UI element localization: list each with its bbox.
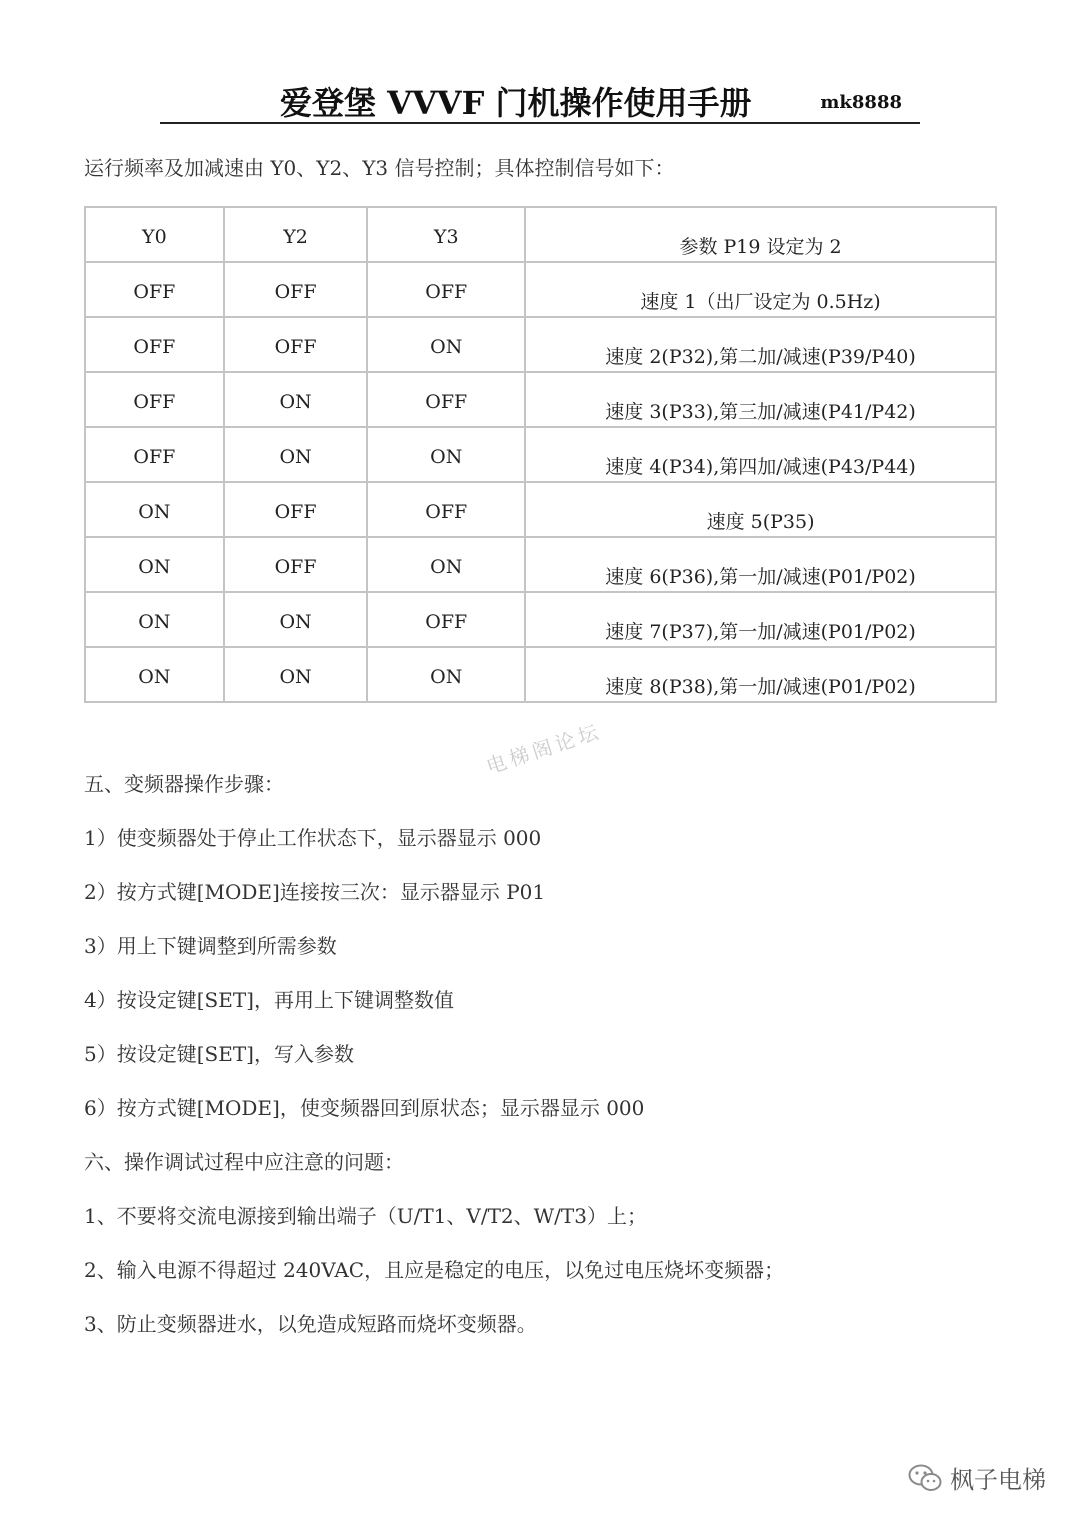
- table-cell: OFF: [85, 427, 224, 482]
- table-cell: 速度 3(P33),第三加/减速(P41/P42): [525, 372, 996, 427]
- table-row: [85, 482, 996, 537]
- table-cell: 速度 6(P36),第一加/减速(P01/P02): [525, 537, 996, 592]
- table-cell: ON: [85, 482, 224, 537]
- table-row: [85, 427, 996, 482]
- table-cell: OFF: [85, 372, 224, 427]
- caution-item: 3、防止变频器进水，以免造成短路而烧坏变频器。: [84, 1312, 537, 1336]
- table-cell: ON: [224, 427, 368, 482]
- table-cell: 速度 7(P37),第一加/减速(P01/P02): [525, 592, 996, 647]
- table-cell: OFF: [85, 262, 224, 317]
- table-cell: ON: [224, 592, 368, 647]
- table-cell: OFF: [367, 482, 525, 537]
- table-cell: OFF: [367, 592, 525, 647]
- table-row: [85, 592, 996, 647]
- brand-name: 枫子电梯: [950, 1466, 1046, 1494]
- step-item: 3）用上下键调整到所需参数: [84, 934, 337, 958]
- page-title: 爱登堡 VVVF 门机操作使用手册: [280, 84, 752, 122]
- step-item: 6）按方式键[MODE]，使变频器回到原状态；显示器显示 000: [84, 1096, 645, 1120]
- table-cell: ON: [85, 647, 224, 702]
- table-cell: OFF: [224, 482, 368, 537]
- forum-watermark: 电梯阁论坛: [483, 718, 605, 779]
- table-header-cell: 参数 P19 设定为 2: [525, 207, 996, 262]
- table-cell: OFF: [224, 262, 368, 317]
- table-row: [85, 372, 996, 427]
- caution-item: 1、不要将交流电源接到输出端子（U/T1、V/T2、W/T3）上；: [84, 1204, 647, 1228]
- section-heading: 五、变频器操作步骤：: [84, 772, 284, 796]
- page-header: [160, 72, 920, 124]
- table-cell: 速度 4(P34),第四加/减速(P43/P44): [525, 427, 996, 482]
- table-cell: OFF: [367, 372, 525, 427]
- step-item: 1）使变频器处于停止工作状态下，显示器显示 000: [84, 826, 542, 850]
- table-cell: ON: [367, 427, 525, 482]
- table-cell: ON: [85, 592, 224, 647]
- table-cell: 速度 5(P35): [525, 482, 996, 537]
- wechat-icon: [908, 1463, 942, 1493]
- signal-table: [84, 206, 997, 703]
- table-header-cell: Y2: [224, 207, 368, 262]
- table-row: [85, 537, 996, 592]
- table-cell: 速度 2(P32),第二加/减速(P39/P40): [525, 317, 996, 372]
- table-cell: OFF: [85, 317, 224, 372]
- step-item: 4）按设定键[SET]，再用上下键调整数值: [84, 988, 454, 1012]
- table-cell: OFF: [367, 262, 525, 317]
- table-row: [85, 317, 996, 372]
- intro-text: 运行频率及加减速由 Y0、Y2、Y3 信号控制；具体控制信号如下：: [84, 156, 675, 180]
- table-cell: 速度 1（出厂设定为 0.5Hz): [525, 262, 996, 317]
- table-row: [85, 647, 996, 702]
- table-header-cell: Y3: [367, 207, 525, 262]
- brand-watermark: [908, 1460, 1046, 1495]
- step-item: 2）按方式键[MODE]连接按三次：显示器显示 P01: [84, 880, 546, 904]
- document-code: mk8888: [820, 92, 902, 113]
- step-item: 5）按设定键[SET]，写入参数: [84, 1042, 354, 1066]
- table-header-row: [85, 207, 996, 262]
- table-cell: ON: [367, 647, 525, 702]
- table-cell: ON: [224, 647, 368, 702]
- section-heading: 六、操作调试过程中应注意的问题：: [84, 1150, 404, 1174]
- table-row: [85, 262, 996, 317]
- table-cell: ON: [224, 372, 368, 427]
- caution-item: 2、输入电源不得超过 240VAC，且应是稳定的电压，以免过电压烧坏变频器；: [84, 1258, 785, 1282]
- table-header-cell: Y0: [85, 207, 224, 262]
- table-cell: ON: [85, 537, 224, 592]
- table-cell: OFF: [224, 537, 368, 592]
- table-cell: 速度 8(P38),第一加/减速(P01/P02): [525, 647, 996, 702]
- table-cell: OFF: [224, 317, 368, 372]
- table-cell: ON: [367, 317, 525, 372]
- table-cell: ON: [367, 537, 525, 592]
